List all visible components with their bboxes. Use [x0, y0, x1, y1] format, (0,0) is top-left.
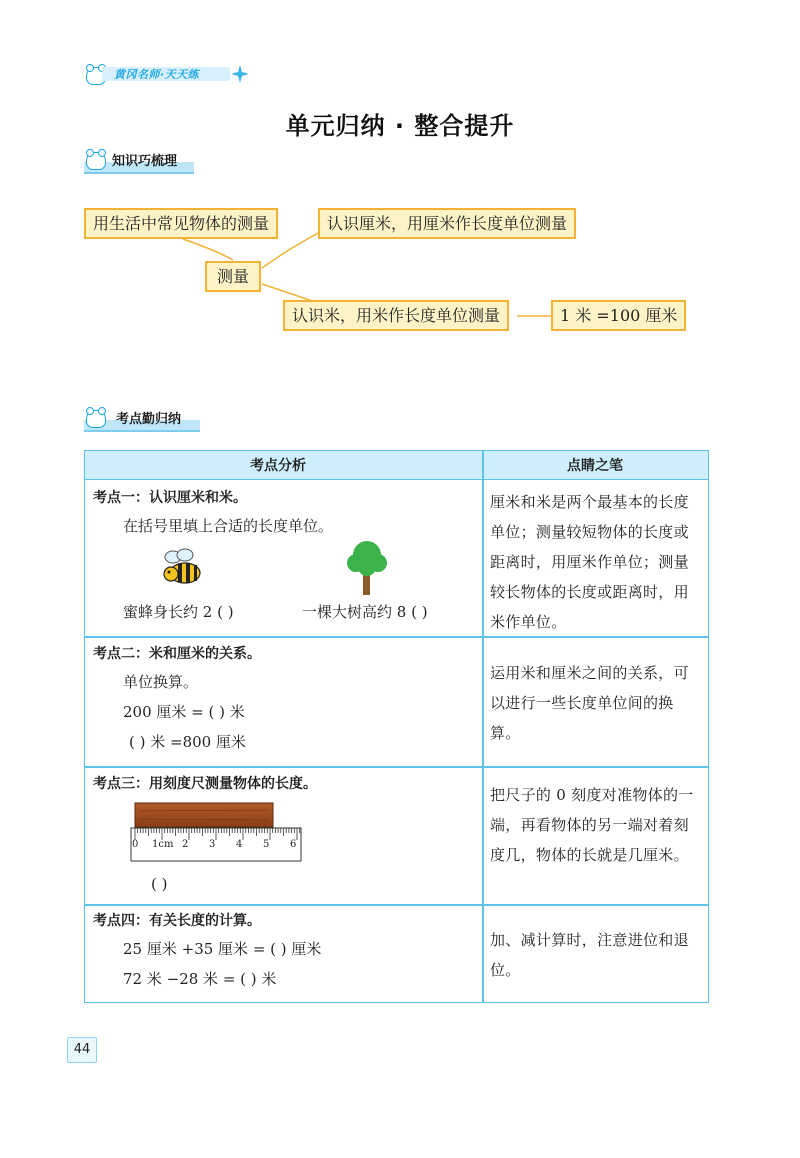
mindmap-box-everyday: 用生活中常见物体的测量 — [84, 208, 278, 239]
mindmap-box-centimeter: 认识厘米，用厘米作长度单位测量 — [318, 208, 576, 239]
section-header-points — [84, 408, 200, 430]
point-1-title: 考点一：认识厘米和米。 — [93, 490, 247, 506]
key-points-table — [84, 450, 709, 1003]
point-1-bee-question: 蜜蜂身长约 2 ( ) — [123, 603, 234, 621]
point-3-answer-blank: ( ) — [151, 875, 168, 893]
logo-text: 黄冈名师·天天练 — [114, 68, 200, 81]
ruler-illustration — [129, 801, 309, 865]
bee-icon — [159, 547, 209, 591]
page-title: 单元归纳 · 整合提升 — [285, 112, 515, 140]
point-2-question-b: ( ) 米 =800 厘米 — [129, 733, 246, 751]
point-4-question-b: 72 米 −28 米 = ( ) 米 — [123, 970, 277, 988]
column-header-analysis: 考点分析 — [250, 458, 306, 474]
ruler-label-1: 1cm — [152, 839, 174, 850]
mindmap-box-center: 测量 — [205, 261, 261, 292]
point-4-question-a: 25 厘米 +35 厘米 = ( ) 厘米 — [123, 940, 322, 958]
point-1-note: 厘米和米是两个最基本的长度单位；测量较短物体的长度或距离时，用厘米作单位；测量较长物体的长度或距离时，用米作单位。 — [490, 493, 689, 631]
column-header-tips: 点睛之笔 — [567, 458, 623, 474]
bear-icon — [86, 410, 106, 428]
ruler-label-5: 5 — [263, 839, 270, 850]
section-title: 知识巧梳理 — [112, 154, 178, 169]
ruler-label-3: 3 — [209, 839, 216, 850]
mindmap-box-meter: 认识米，用米作长度单位测量 — [283, 300, 509, 331]
section-title: 考点勤归纳 — [116, 412, 182, 427]
point-3-title: 考点三：用刻度尺测量物体的长度。 — [93, 776, 317, 792]
page-number: 44 — [67, 1037, 97, 1063]
ruler-label-6: 6 — [290, 839, 297, 850]
ruler-labels — [132, 839, 312, 853]
mindmap-box-conversion: 1 米 =100 厘米 — [551, 300, 686, 331]
table-header — [85, 451, 708, 480]
point-2-instruction: 单位换算。 — [123, 673, 199, 691]
point-4-title: 考点四：有关长度的计算。 — [93, 913, 261, 929]
point-3-note: 把尺子的 0 刻度对准物体的一端，再看物体的另一端对着刻度几，物体的长就是几厘米。 — [490, 786, 694, 864]
ruler-label-0: 0 — [132, 839, 139, 850]
point-4-note: 加、减计算时，注意进位和退位。 — [490, 931, 689, 979]
point-2-title: 考点二：米和厘米的关系。 — [93, 646, 261, 662]
tree-icon — [345, 537, 389, 597]
ruler-label-4: 4 — [236, 839, 243, 850]
point-1-instruction: 在括号里填上合适的长度单位。 — [123, 517, 334, 535]
point-2-question-a: 200 厘米 = ( ) 米 — [123, 703, 245, 721]
ruler-label-2: 2 — [182, 839, 189, 850]
point-2-note: 运用米和厘米之间的关系，可以进行一些长度单位间的换算。 — [490, 664, 689, 742]
point-1-tree-question: 一棵大树高约 8 ( ) — [302, 603, 428, 621]
